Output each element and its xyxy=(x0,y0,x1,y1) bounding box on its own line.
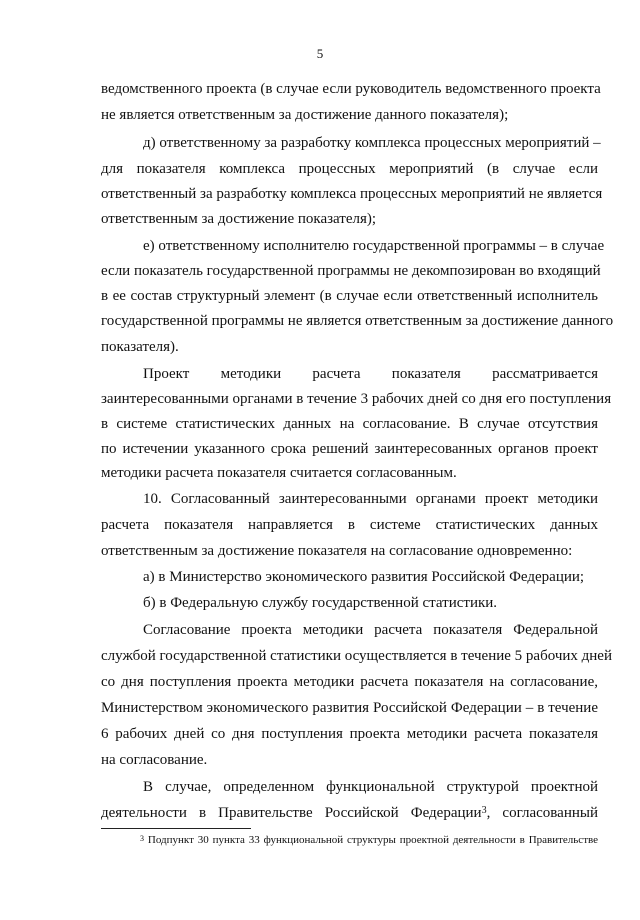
footnote-reference[interactable]: 3 xyxy=(481,805,487,816)
footnote-text: Подпункт 30 пункта 33 функциональной структуры проектной деятельности в Правительстве xyxy=(147,834,599,846)
text-line: 10. Согласованный заинтересованными органами проект методики xyxy=(143,491,598,507)
text-line: службой государственной статистики осуществляется в течение 5 рабочих дней xyxy=(101,648,612,664)
text-line: не является ответственным за достижение данного показателя); xyxy=(101,107,509,123)
footnote-mark: 3 xyxy=(140,834,144,843)
text-line: Согласование проекта методики расчета показателя Федеральной xyxy=(143,622,598,638)
text-line: на согласование. xyxy=(101,752,208,768)
text-line: В случае, определенном функциональной структурой проектной xyxy=(143,779,598,795)
text-line: государственной программы не является ответственным за достижение данного xyxy=(101,313,614,329)
text-line: д) ответственному за разработку комплекса процессных мероприятий – xyxy=(143,135,601,151)
text-line: 6 рабочих дней со дня поступления проекта методики расчета показателя xyxy=(101,726,598,742)
text-line: б) в Федеральную службу государственной статистики. xyxy=(143,595,498,611)
text-line-with-footnote xyxy=(101,800,598,826)
text-line-segment: , согласованный xyxy=(486,805,598,821)
text-line: в ее состав структурный элемент (в случае если ответственный исполнитель xyxy=(101,288,598,304)
text-line: со дня поступления проекта методики расчета показателя на согласование, xyxy=(101,674,598,690)
text-line: Министерством экономического развития Российской Федерации – в течение xyxy=(101,700,598,716)
text-line: в системе статистических данных на согласование. В случае отсутствия xyxy=(101,416,598,432)
text-line: если показатель государственной программы не декомпозирован во входящий xyxy=(101,263,601,279)
text-line: ответственным за достижение показателя на согласование одновременно: xyxy=(101,543,573,559)
text-line: заинтересованными органами в течение 3 рабочих дней со дня его поступления xyxy=(101,391,612,407)
footnote xyxy=(140,832,598,848)
text-line: ведомственного проекта (в случае если руководитель ведомственного проекта xyxy=(101,81,601,97)
text-line: расчета показателя направляется в системе статистических данных xyxy=(101,517,598,533)
footnote-separator xyxy=(101,828,251,829)
text-line: Проект методики расчета показателя рассматривается xyxy=(143,366,598,382)
text-line: ответственный за разработку комплекса процессных мероприятий не является xyxy=(101,186,603,202)
text-line-segment: деятельности в Правительстве Российской Федерации xyxy=(101,805,482,821)
text-line: по истечении указанного срока решений заинтересованных органов проект xyxy=(101,441,598,457)
page-number: 5 xyxy=(316,46,324,61)
text-line: методики расчета показателя считается согласованным. xyxy=(101,465,457,481)
text-line: ответственным за достижение показателя); xyxy=(101,211,377,227)
text-line: показателя). xyxy=(101,339,179,355)
text-line: а) в Министерство экономического развития Российской Федерации; xyxy=(143,569,585,585)
text-line: е) ответственному исполнителю государственной программы – в случае xyxy=(143,238,605,254)
text-line: для показателя комплекса процессных мероприятий (в случае если xyxy=(101,161,598,177)
